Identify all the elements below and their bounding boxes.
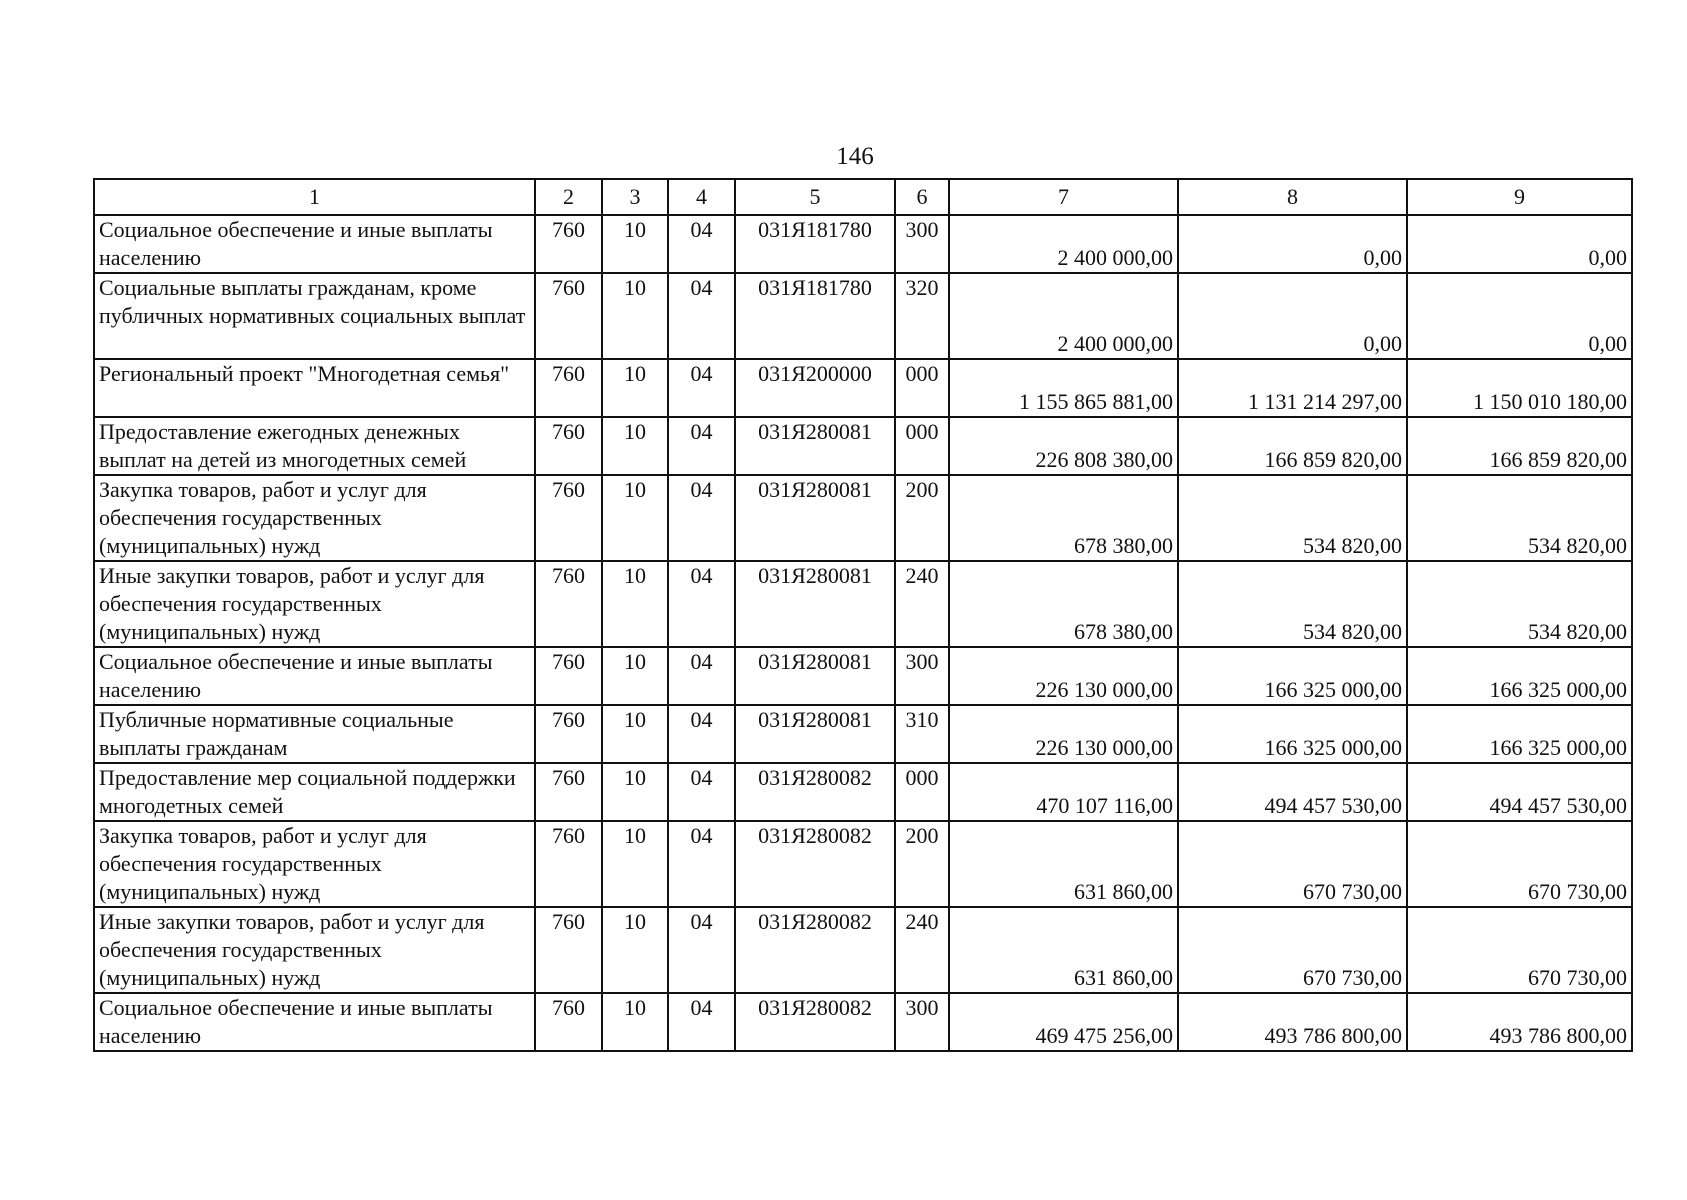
code-target-article: 031Я280081 (735, 417, 895, 475)
amount-col8: 534 820,00 (1178, 561, 1407, 647)
code-expense-type: 240 (895, 907, 949, 993)
table-row (94, 359, 1632, 417)
code-target-article: 031Я181780 (735, 215, 895, 273)
code-grbs: 760 (535, 705, 602, 763)
code-section: 10 (602, 359, 668, 417)
column-header: 8 (1178, 179, 1407, 215)
column-header: 4 (668, 179, 735, 215)
amount-col7: 2 400 000,00 (949, 215, 1178, 273)
amount-col9: 494 457 530,00 (1407, 763, 1632, 821)
code-expense-type: 300 (895, 647, 949, 705)
code-target-article: 031Я280082 (735, 907, 895, 993)
column-header: 3 (602, 179, 668, 215)
table-row (94, 273, 1632, 359)
amount-col7: 1 155 865 881,00 (949, 359, 1178, 417)
amount-col7: 226 808 380,00 (949, 417, 1178, 475)
amount-col8: 493 786 800,00 (1178, 993, 1407, 1051)
code-expense-type: 300 (895, 993, 949, 1051)
code-subsection: 04 (668, 561, 735, 647)
column-header: 5 (735, 179, 895, 215)
table-header-row (94, 179, 1632, 215)
code-section: 10 (602, 993, 668, 1051)
row-name: Социальное обеспечение и иные выплаты населению (94, 647, 535, 705)
amount-col8: 166 325 000,00 (1178, 647, 1407, 705)
code-expense-type: 200 (895, 821, 949, 907)
code-section: 10 (602, 907, 668, 993)
code-section: 10 (602, 561, 668, 647)
code-grbs: 760 (535, 993, 602, 1051)
amount-col8: 166 859 820,00 (1178, 417, 1407, 475)
code-grbs: 760 (535, 475, 602, 561)
code-target-article: 031Я280082 (735, 821, 895, 907)
amount-col9: 0,00 (1407, 215, 1632, 273)
amount-col7: 226 130 000,00 (949, 647, 1178, 705)
code-expense-type: 240 (895, 561, 949, 647)
row-name: Предоставление ежегодных денежных выплат на детей из многодетных семей (94, 417, 535, 475)
code-subsection: 04 (668, 359, 735, 417)
amount-col9: 166 325 000,00 (1407, 647, 1632, 705)
code-grbs: 760 (535, 763, 602, 821)
table-row (94, 821, 1632, 907)
code-expense-type: 310 (895, 705, 949, 763)
code-grbs: 760 (535, 215, 602, 273)
code-grbs: 760 (535, 359, 602, 417)
code-expense-type: 000 (895, 763, 949, 821)
code-subsection: 04 (668, 417, 735, 475)
code-target-article: 031Я181780 (735, 273, 895, 359)
amount-col7: 470 107 116,00 (949, 763, 1178, 821)
code-section: 10 (602, 821, 668, 907)
code-section: 10 (602, 647, 668, 705)
amount-col9: 493 786 800,00 (1407, 993, 1632, 1051)
code-section: 10 (602, 763, 668, 821)
code-subsection: 04 (668, 273, 735, 359)
amount-col8: 534 820,00 (1178, 475, 1407, 561)
row-name: Иные закупки товаров, работ и услуг для обеспечения государственных (муниципальных) нужд (94, 907, 535, 993)
amount-col8: 670 730,00 (1178, 907, 1407, 993)
column-header: 6 (895, 179, 949, 215)
row-name: Закупка товаров, работ и услуг для обеспечения государственных (муниципальных) нужд (94, 821, 535, 907)
amount-col9: 166 859 820,00 (1407, 417, 1632, 475)
amount-col9: 670 730,00 (1407, 821, 1632, 907)
table-row (94, 417, 1632, 475)
code-target-article: 031Я280081 (735, 561, 895, 647)
code-grbs: 760 (535, 417, 602, 475)
code-subsection: 04 (668, 993, 735, 1051)
code-section: 10 (602, 273, 668, 359)
amount-col7: 631 860,00 (949, 907, 1178, 993)
budget-table (93, 178, 1633, 1052)
code-grbs: 760 (535, 561, 602, 647)
table-row (94, 475, 1632, 561)
amount-col9: 670 730,00 (1407, 907, 1632, 993)
amount-col9: 0,00 (1407, 273, 1632, 359)
column-header: 2 (535, 179, 602, 215)
amount-col9: 1 150 010 180,00 (1407, 359, 1632, 417)
code-target-article: 031Я200000 (735, 359, 895, 417)
code-expense-type: 000 (895, 417, 949, 475)
amount-col9: 166 325 000,00 (1407, 705, 1632, 763)
amount-col7: 469 475 256,00 (949, 993, 1178, 1051)
amount-col9: 534 820,00 (1407, 561, 1632, 647)
amount-col8: 494 457 530,00 (1178, 763, 1407, 821)
row-name: Социальные выплаты гражданам, кроме публичных нормативных социальных выплат (94, 273, 535, 359)
code-section: 10 (602, 475, 668, 561)
amount-col7: 2 400 000,00 (949, 273, 1178, 359)
table-row (94, 763, 1632, 821)
amount-col8: 0,00 (1178, 273, 1407, 359)
amount-col8: 670 730,00 (1178, 821, 1407, 907)
row-name: Социальное обеспечение и иные выплаты населению (94, 215, 535, 273)
code-target-article: 031Я280081 (735, 705, 895, 763)
row-name: Региональный проект "Многодетная семья" (94, 359, 535, 417)
row-name: Публичные нормативные социальные выплаты гражданам (94, 705, 535, 763)
amount-col7: 678 380,00 (949, 475, 1178, 561)
code-expense-type: 200 (895, 475, 949, 561)
column-header: 9 (1407, 179, 1632, 215)
column-header: 1 (94, 179, 535, 215)
amount-col8: 0,00 (1178, 215, 1407, 273)
code-subsection: 04 (668, 215, 735, 273)
amount-col8: 1 131 214 297,00 (1178, 359, 1407, 417)
code-subsection: 04 (668, 821, 735, 907)
column-header: 7 (949, 179, 1178, 215)
amount-col7: 226 130 000,00 (949, 705, 1178, 763)
code-section: 10 (602, 215, 668, 273)
code-target-article: 031Я280082 (735, 993, 895, 1051)
amount-col7: 678 380,00 (949, 561, 1178, 647)
code-subsection: 04 (668, 763, 735, 821)
table-row (94, 907, 1632, 993)
table-row (94, 993, 1632, 1051)
code-grbs: 760 (535, 821, 602, 907)
code-expense-type: 000 (895, 359, 949, 417)
code-grbs: 760 (535, 647, 602, 705)
code-target-article: 031Я280082 (735, 763, 895, 821)
code-subsection: 04 (668, 907, 735, 993)
table-row (94, 215, 1632, 273)
code-grbs: 760 (535, 273, 602, 359)
amount-col9: 534 820,00 (1407, 475, 1632, 561)
table-row (94, 705, 1632, 763)
code-target-article: 031Я280081 (735, 475, 895, 561)
table-row (94, 561, 1632, 647)
page-number: 146 (836, 143, 874, 170)
code-section: 10 (602, 417, 668, 475)
code-subsection: 04 (668, 475, 735, 561)
code-subsection: 04 (668, 647, 735, 705)
row-name: Иные закупки товаров, работ и услуг для обеспечения государственных (муниципальных) нужд (94, 561, 535, 647)
code-expense-type: 300 (895, 215, 949, 273)
code-target-article: 031Я280081 (735, 647, 895, 705)
amount-col8: 166 325 000,00 (1178, 705, 1407, 763)
row-name: Социальное обеспечение и иные выплаты населению (94, 993, 535, 1051)
row-name: Закупка товаров, работ и услуг для обеспечения государственных (муниципальных) нужд (94, 475, 535, 561)
code-section: 10 (602, 705, 668, 763)
code-expense-type: 320 (895, 273, 949, 359)
table-row (94, 647, 1632, 705)
code-grbs: 760 (535, 907, 602, 993)
amount-col7: 631 860,00 (949, 821, 1178, 907)
code-subsection: 04 (668, 705, 735, 763)
row-name: Предоставление мер социальной поддержки многодетных семей (94, 763, 535, 821)
